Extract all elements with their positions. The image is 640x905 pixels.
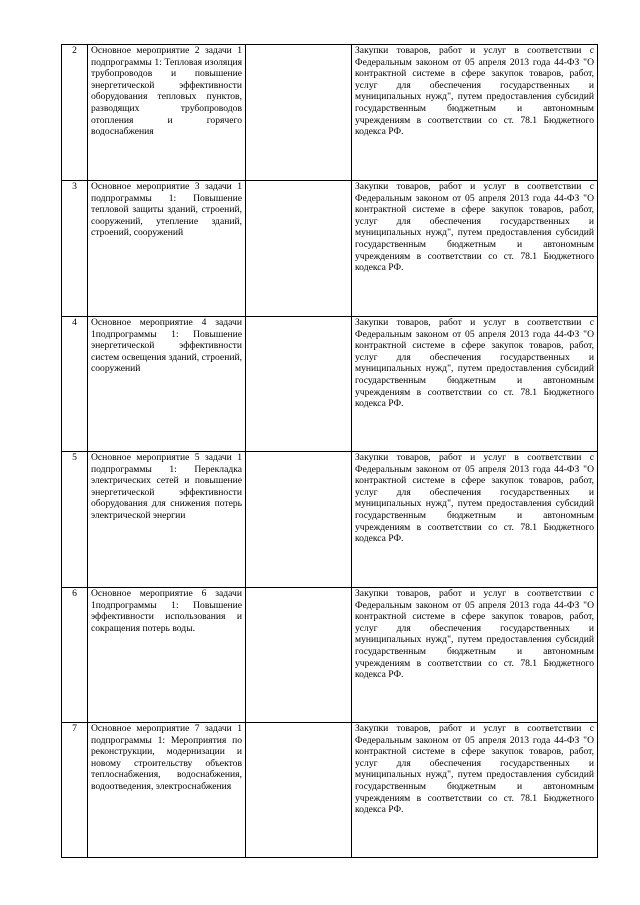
table-row	[62, 588, 598, 723]
table-row	[62, 723, 598, 858]
row-number: 4	[62, 317, 88, 452]
measure-description: Основное мероприятие 2 задачи 1 подпрограммы 1: Тепловая изоляция трубопроводов и повышение энергетической эффективности оборудования тепловых пунктов, разводящих трубопроводов отопления и горячего водоснабжения	[88, 45, 246, 181]
implementation-mechanism: Закупки товаров, работ и услуг в соответствии с Федеральным законом от 05 апреля 2013 года 44-ФЗ "О контрактной системе в сфере закупок товаров, работ, услуг для обеспечения государственных и муниципальных нужд", путем предоставления субсидий государственным бюджетным и автономным учреждениям в соответствии со ст. 78.1 Бюджетного кодекса РФ.	[352, 588, 598, 723]
row-number: 3	[62, 181, 88, 317]
measure-description: Основное мероприятие 4 задачи 1подпрограммы 1: Повышение энергетической эффективности систем освещения зданий, строений, сооружений	[88, 317, 246, 452]
table-row	[62, 452, 598, 588]
measure-description: Основное мероприятие 7 задачи 1 подпрограммы 1: Мероприятия по реконструкции, модернизации и новому строительству объектов теплоснабжения, водоснабжения, водоотведения, электроснабжения	[88, 723, 246, 858]
measure-description: Основное мероприятие 5 задачи 1 подпрограммы 1: Перекладка электрических сетей и повышение энергетической эффективности оборудования для снижения потерь электрической энергии	[88, 452, 246, 588]
empty-cell	[246, 45, 352, 181]
table-row	[62, 181, 598, 317]
row-number: 5	[62, 452, 88, 588]
measure-description: Основное мероприятие 3 задачи 1 подпрограммы 1: Повышение тепловой защиты зданий, строений, сооружений, утепление зданий, строений, сооружений	[88, 181, 246, 317]
implementation-mechanism: Закупки товаров, работ и услуг в соответствии с Федеральным законом от 05 апреля 2013 года 44-ФЗ "О контрактной системе в сфере закупок товаров, работ, услуг для обеспечения государственных и муниципальных нужд", путем предоставления субсидий государственным бюджетным и автономным учреждениям в соответствии со ст. 78.1 Бюджетного кодекса РФ.	[352, 181, 598, 317]
table-row	[62, 317, 598, 452]
row-number: 6	[62, 588, 88, 723]
empty-cell	[246, 723, 352, 858]
implementation-mechanism: Закупки товаров, работ и услуг в соответствии с Федеральным законом от 05 апреля 2013 года 44-ФЗ "О контрактной системе в сфере закупок товаров, работ, услуг для обеспечения государственных и муниципальных нужд", путем предоставления субсидий государственным бюджетным и автономным учреждениям в соответствии со ст. 78.1 Бюджетного кодекса РФ.	[352, 45, 598, 181]
row-number: 2	[62, 45, 88, 181]
implementation-mechanism: Закупки товаров, работ и услуг в соответствии с Федеральным законом от 05 апреля 2013 года 44-ФЗ "О контрактной системе в сфере закупок товаров, работ, услуг для обеспечения государственных и муниципальных нужд", путем предоставления субсидий государственным бюджетным и автономным учреждениям в соответствии со ст. 78.1 Бюджетного кодекса РФ.	[352, 723, 598, 858]
empty-cell	[246, 181, 352, 317]
measures-table	[61, 44, 598, 858]
measure-description: Основное мероприятие 6 задачи 1подпрограммы 1: Повышение эффективности использования и сокращения потерь воды.	[88, 588, 246, 723]
implementation-mechanism: Закупки товаров, работ и услуг в соответствии с Федеральным законом от 05 апреля 2013 года 44-ФЗ "О контрактной системе в сфере закупок товаров, работ, услуг для обеспечения государственных и муниципальных нужд", путем предоставления субсидий государственным бюджетным и автономным учреждениям в соответствии со ст. 78.1 Бюджетного кодекса РФ.	[352, 317, 598, 452]
empty-cell	[246, 588, 352, 723]
row-number: 7	[62, 723, 88, 858]
implementation-mechanism: Закупки товаров, работ и услуг в соответствии с Федеральным законом от 05 апреля 2013 года 44-ФЗ "О контрактной системе в сфере закупок товаров, работ, услуг для обеспечения государственных и муниципальных нужд", путем предоставления субсидий государственным бюджетным и автономным учреждениям в соответствии со ст. 78.1 Бюджетного кодекса РФ.	[352, 452, 598, 588]
table-row	[62, 45, 598, 181]
empty-cell	[246, 452, 352, 588]
empty-cell	[246, 317, 352, 452]
